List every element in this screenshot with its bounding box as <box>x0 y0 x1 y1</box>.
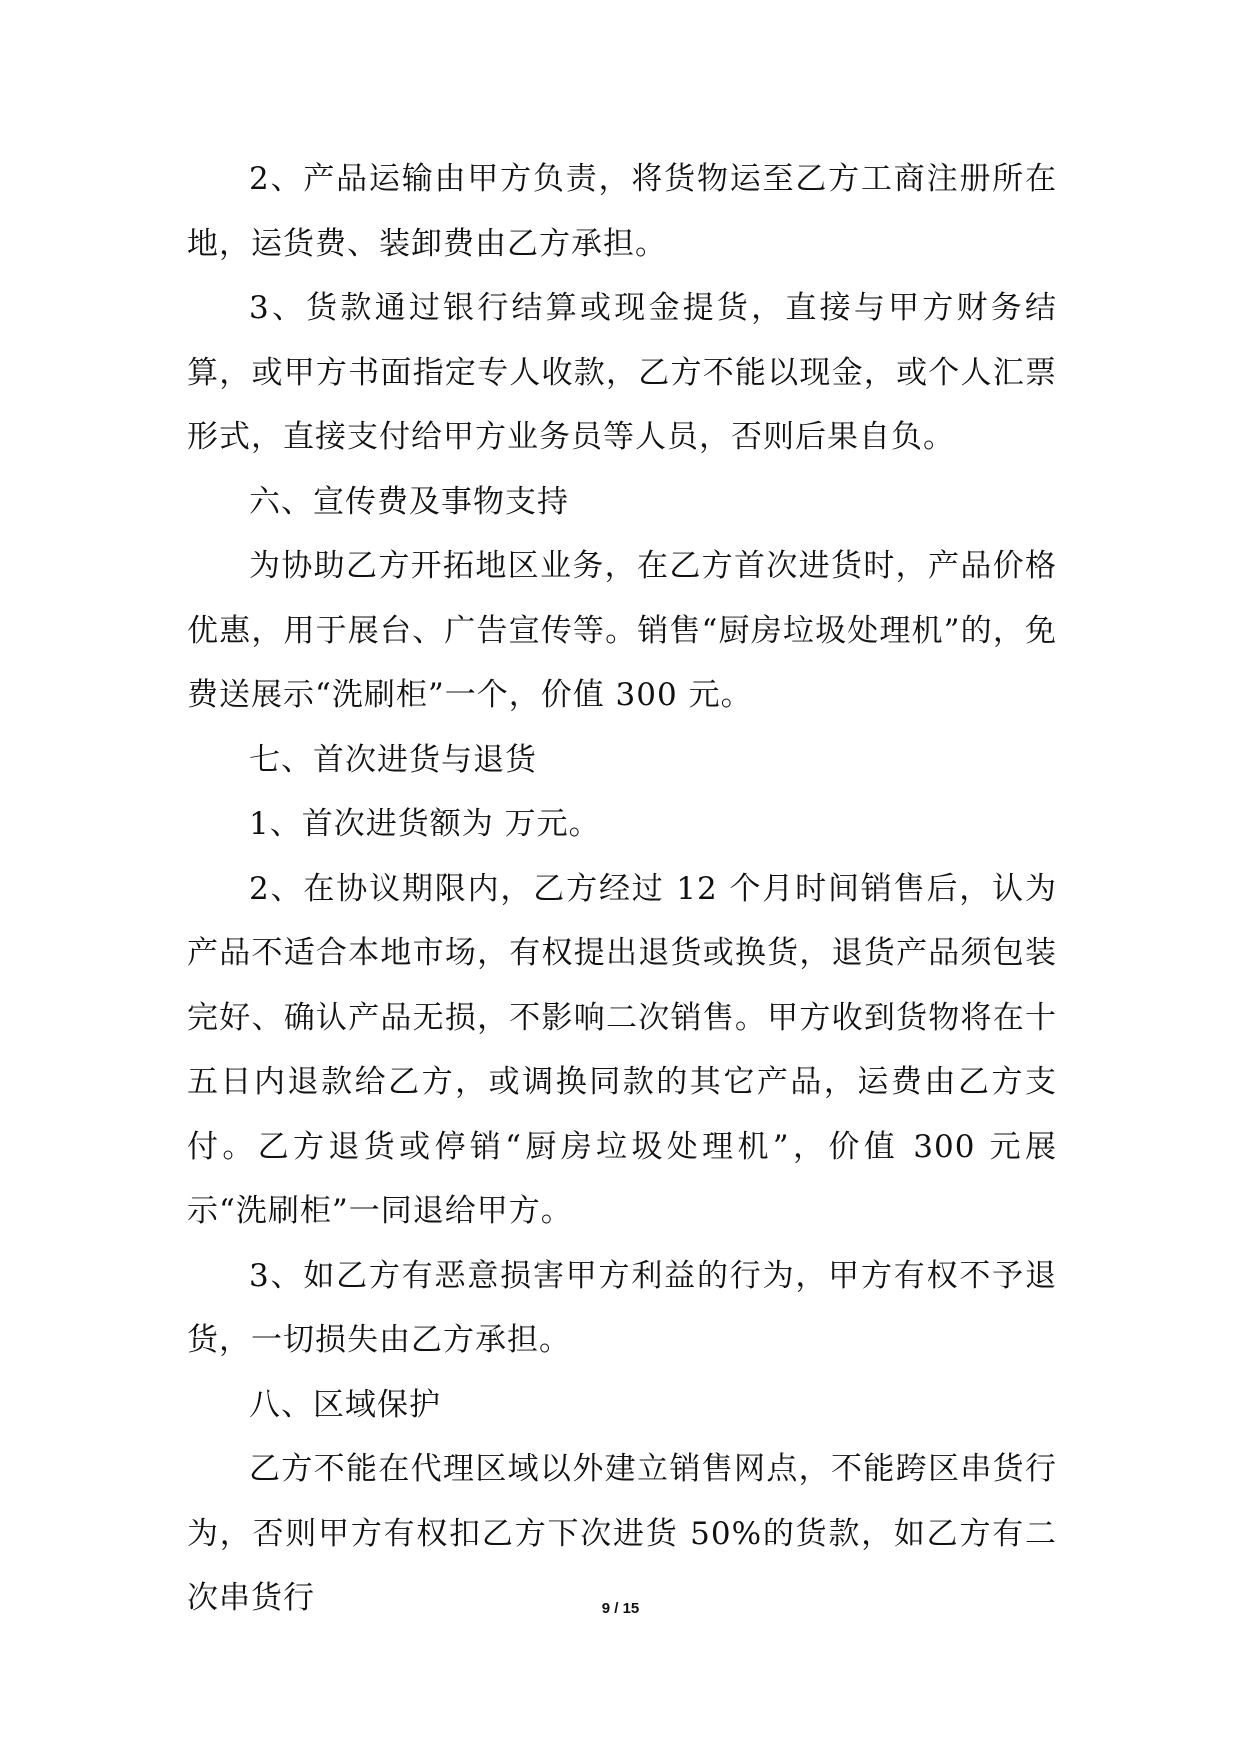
section-heading-promotion: 六、宣传费及事物支持 <box>249 483 569 520</box>
paragraph-payment: 3、货款通过银行结算或现金提货，直接与甲方财务结算，或甲方书面指定专人收款，乙方不能以现金，或个人汇票形式，直接支付给甲方业务员等人员，否则后果自负。 <box>187 290 1057 455</box>
paragraph-transport: 2、产品运输由甲方负责，将货物运至乙方工商注册所在地，运货费、装卸费由乙方承担。 <box>187 161 1057 262</box>
paragraph-return-policy: 2、在协议期限内，乙方经过 12 个月时间销售后，认为产品不适合本地市场，有权提出退货或换货，退货产品须包装完好、确认产品无损，不影响二次销售。甲方收到货物将在十五日内退款给乙方，或调换同款的其它产品，运费由乙方支付。乙方退货或停销“厨房垃圾处理机”，价值 300 元展示“洗刷柜”一同退给甲方。 <box>187 870 1057 1229</box>
paragraph-territory: 乙方不能在代理区域以外建立销售网点，不能跨区串货行为，否则甲方有权扣乙方下次进货 50%的货款，如乙方有二次串货行 <box>187 1451 1057 1616</box>
document-body <box>187 147 1057 1631</box>
section-heading-territory: 八、区域保护 <box>249 1386 441 1423</box>
page-number: 9 / 15 <box>601 1600 640 1617</box>
paragraph-first-order: 1、首次进货额为 万元。 <box>249 806 601 842</box>
section-heading-returns: 七、首次进货与退货 <box>249 741 537 778</box>
paragraph-no-return: 3、如乙方有恶意损害甲方利益的行为，甲方有权不予退货，一切损失由乙方承担。 <box>187 1257 1057 1358</box>
paragraph-promotion: 为协助乙方开拓地区业务，在乙方首次进货时，产品价格优惠，用于展台、广告宣传等。销售“厨房垃圾处理机”的，免费送展示“洗刷柜”一个，价值 300 元。 <box>187 548 1057 713</box>
